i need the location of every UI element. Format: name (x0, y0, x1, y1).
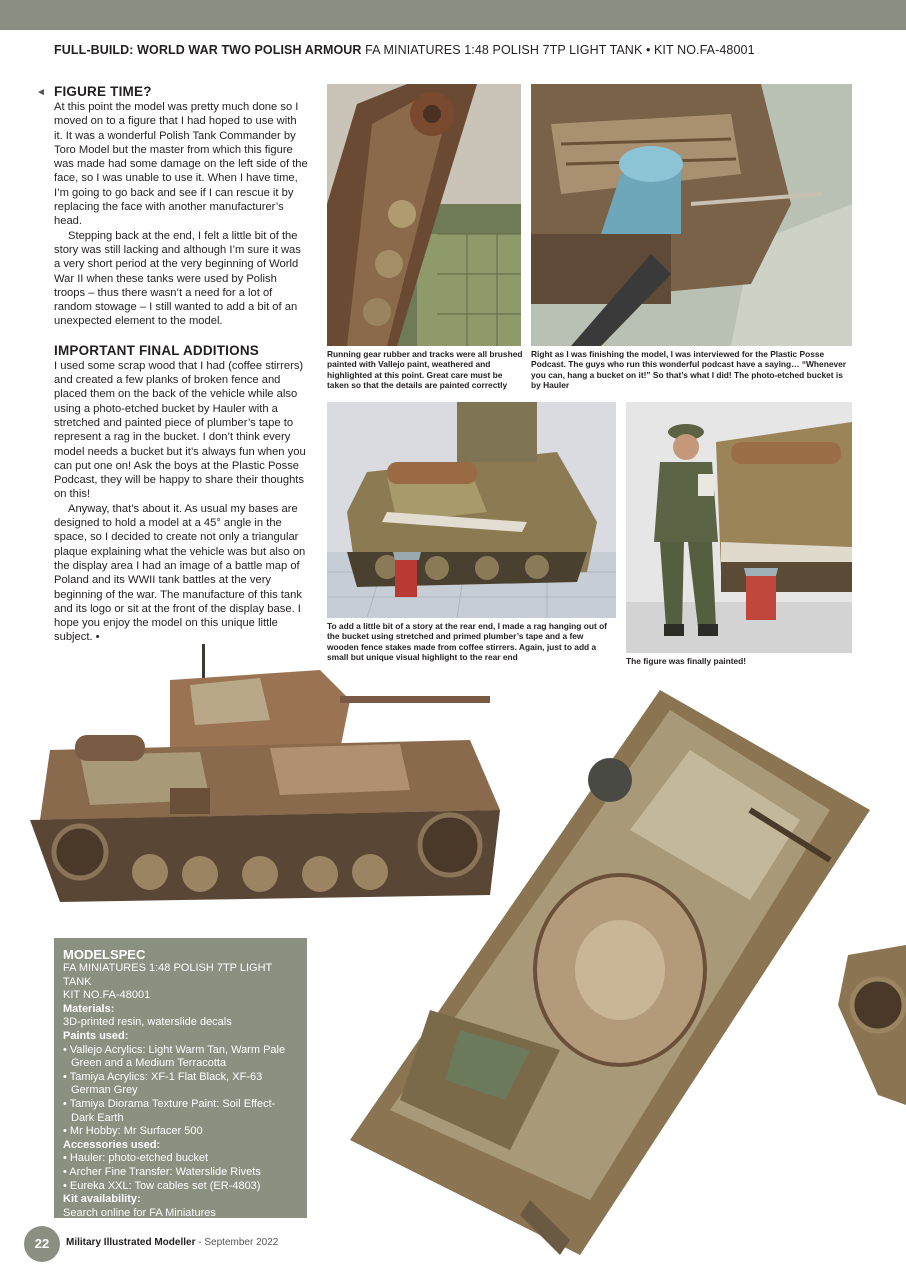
issue-date: - September 2022 (195, 1237, 279, 1248)
accessory-item: • Eureka XXL: Tow cables set (ER-4803) (63, 1179, 261, 1192)
tank-partial-edge-image (838, 945, 906, 1105)
modelspec-box (54, 938, 307, 1218)
tank-top-view-image (330, 680, 890, 1260)
heading-final-additions: IMPORTANT FINAL ADDITIONS (54, 342, 259, 358)
paint-item: • Vallejo Acrylics: Light Warm Tan, Warm Pale Green and a Medium Terracotta (63, 1043, 286, 1070)
header-series: FULL-BUILD: WORLD WAR TWO POLISH ARMOUR (54, 43, 362, 57)
availability-label: Kit availability: (63, 1193, 141, 1206)
continue-arrow-icon: ◄ (36, 87, 46, 98)
paint-item: • Tamiya Acrylics: XF-1 Flat Black, XF-63 German Grey (63, 1070, 263, 1097)
modelspec-kit-number: KIT NO.FA-48001 (63, 989, 151, 1002)
paragraph-4: Anyway, that’s about it. As usual my bases are designed to hold a model at a 45° angle in the space, so I decided to create not only a triangular plaque explaining what the vehicle was but also on the display area I had an image of a battle map of Poland and its WWII tank battles at the very beginning of the war. The manufacture of this tank and its logo or sit at the front of the display base. I hope you enjoy the model on this unique little subject. • (54, 502, 306, 644)
footer (66, 1237, 278, 1248)
magazine-name: Military Illustrated Modeller (66, 1237, 196, 1248)
photo-figure (626, 402, 852, 653)
paragraph-2: Stepping back at the end, I felt a little bit of the story was still lacking and although I’m sure it was a very short period at the very beginning of World War II when these tanks were used by Polish troops – thus there wasn’t a need for a lot of random stowage – I still wanted to add a bit of an unexpected element to the model. (54, 229, 301, 328)
modelspec-kit-name: FA MINIATURES 1:48 POLISH 7TP LIGHT TANK (63, 962, 273, 988)
paint-item: • Tamiya Diorama Texture Paint: Soil Effect-Dark Earth (63, 1097, 276, 1124)
materials-value: 3D-printed resin, waterslide decals (63, 1016, 232, 1029)
caption-running-gear: Running gear rubber and tracks were all brushed painted with Vallejo paint, weathered and highlighted at this point. Great care must be taken so that the details are painted correctly (327, 349, 523, 391)
photo-rear-end (327, 402, 616, 618)
availability-value: Search online for FA Miniatures (63, 1206, 216, 1219)
article-column (54, 84, 308, 645)
caption-figure: The figure was finally painted! (626, 656, 747, 666)
modelspec-title: MODELSPEC (63, 947, 146, 962)
paint-item: • Mr Hobby: Mr Surfacer 500 (63, 1125, 203, 1138)
photo-running-gear (327, 84, 521, 346)
top-color-bar (0, 0, 906, 30)
paragraph-3: I used some scrap wood that I had (coffee stirrers) and created a few planks of broken fence and placed them on the back of the vehicle while also using a photo-etched bucket by Hauler with a stretched and painted piece of plumber’s tape to represent a rag in the bucket. I don’t think every model needs a bucket but it’s always fun when you can put one on! Ask the boys at the Plastic Posse Podcast, they will be happy to share their thoughts on this! (54, 359, 306, 501)
caption-rear-end: To add a little bit of a story at the rear end, I made a rag hanging out of the bucket using stretched and primed plumber’s tape and a few wooden fence stakes made from coffee stirrers. Again, just to add a small but unique visual highlight to the rear end (327, 621, 607, 663)
paints-label: Paints used: (63, 1029, 129, 1042)
accessory-item: • Hauler: photo-etched bucket (63, 1152, 209, 1165)
accessories-label: Accessories used: (63, 1138, 161, 1151)
page-number: 22 (24, 1226, 60, 1262)
header-kit: FA MINIATURES 1:48 POLISH 7TP LIGHT TANK • KIT NO.FA-48001 (365, 43, 755, 57)
heading-figure-time: FIGURE TIME? (54, 84, 152, 99)
materials-label: Materials: (63, 1002, 115, 1015)
photo-bucket (531, 84, 852, 346)
accessory-item: • Archer Fine Transfer: Waterslide Rivets (63, 1165, 261, 1178)
running-header (54, 43, 755, 57)
paragraph-1: At this point the model was pretty much done so I moved on to a figure that I had hoped to use with it. It was a wonderful Polish Tank Commander by Toro Model but the master from which this figure was made had some damage on the left side of the face, so I was unable to use it. When I have time, I’m going to go back and see if I can rescue it by replacing the face with another manufacturer’s head. (54, 101, 308, 228)
caption-bucket: Right as I was finishing the model, I was interviewed for the Plastic Posse Podcast. The guys who run this wonderful podcast have a saying… “Whenever you can, hang a bucket on it!” So that’s what I did! The photo-etched bucket is by Hauler (531, 349, 847, 391)
